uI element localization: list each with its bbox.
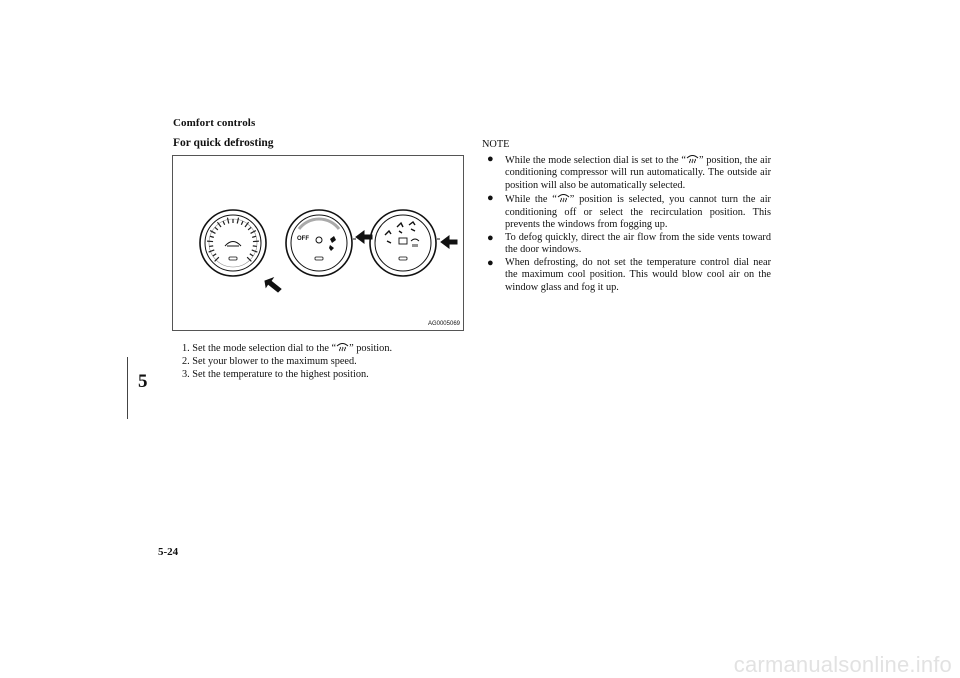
section-header: Comfort controls <box>173 117 256 129</box>
dial-tick <box>241 221 243 225</box>
temperature-dial <box>200 210 266 276</box>
blower-dial <box>286 210 356 276</box>
note-item: ● To defog quickly, direct the air flow from the side vents toward the door windows. <box>487 231 771 255</box>
bullet-icon: ● <box>487 192 494 204</box>
bullet-icon: ● <box>487 152 494 165</box>
dial-tick <box>248 227 251 230</box>
bullet-icon: ● <box>487 231 494 244</box>
watermark-link[interactable]: carmanualsonline.info <box>733 652 952 677</box>
defroster-icon <box>336 341 349 352</box>
dial-tick <box>215 227 218 230</box>
note-block <box>482 139 771 294</box>
dial-tick <box>223 221 225 225</box>
page-number: 5-24 <box>158 546 179 558</box>
note-title: NOTE <box>482 139 510 150</box>
dial-tick <box>250 254 253 256</box>
note-item: ● While the mode selection dial is set to the “ ” position, the air conditioning compressor will run automatically. The outside air position will also be automatically selected. <box>487 152 771 191</box>
pointer-arrow-1 <box>265 278 281 292</box>
mode-selection-dial <box>370 210 440 276</box>
note-item: ● While the “ ” position is selected, you cannot turn the air conditioning off or select the recirculation position. This prevents the windows from fogging up. <box>487 192 771 230</box>
bullet-icon: ● <box>487 256 494 269</box>
chapter-tab-number: 5 <box>138 371 148 392</box>
defroster-icon <box>557 192 570 203</box>
step-1: 1. Set the mode selection dial to the “ ” position. <box>182 343 393 354</box>
climate-dials-illustration <box>173 156 463 330</box>
step-3: 3. Set the temperature to the highest position. <box>182 369 369 380</box>
pointer-arrow-3 <box>441 236 457 248</box>
dial-tick <box>252 250 258 252</box>
dial-tick <box>209 246 213 247</box>
dial-tick <box>253 246 257 247</box>
dial-tick <box>210 236 214 237</box>
section-title: For quick defrosting <box>173 137 274 149</box>
dial-tick <box>237 218 238 224</box>
defroster-icon <box>686 153 699 164</box>
dial-tick <box>209 250 215 252</box>
procedure-steps <box>182 341 462 381</box>
climate-control-figure <box>172 155 464 331</box>
step-2: 2. Set your blower to the maximum speed. <box>182 356 357 367</box>
dial-tick <box>227 218 228 224</box>
figure-code: AG0005069 <box>427 321 460 327</box>
note-item: ● When defrosting, do not set the temperature control dial near the maximum cool position. This would blow cool air on the window glass and fog it up. <box>487 256 771 293</box>
dial-tick <box>213 254 216 256</box>
off-label: OFF <box>297 236 309 242</box>
dial-tick <box>252 236 256 237</box>
